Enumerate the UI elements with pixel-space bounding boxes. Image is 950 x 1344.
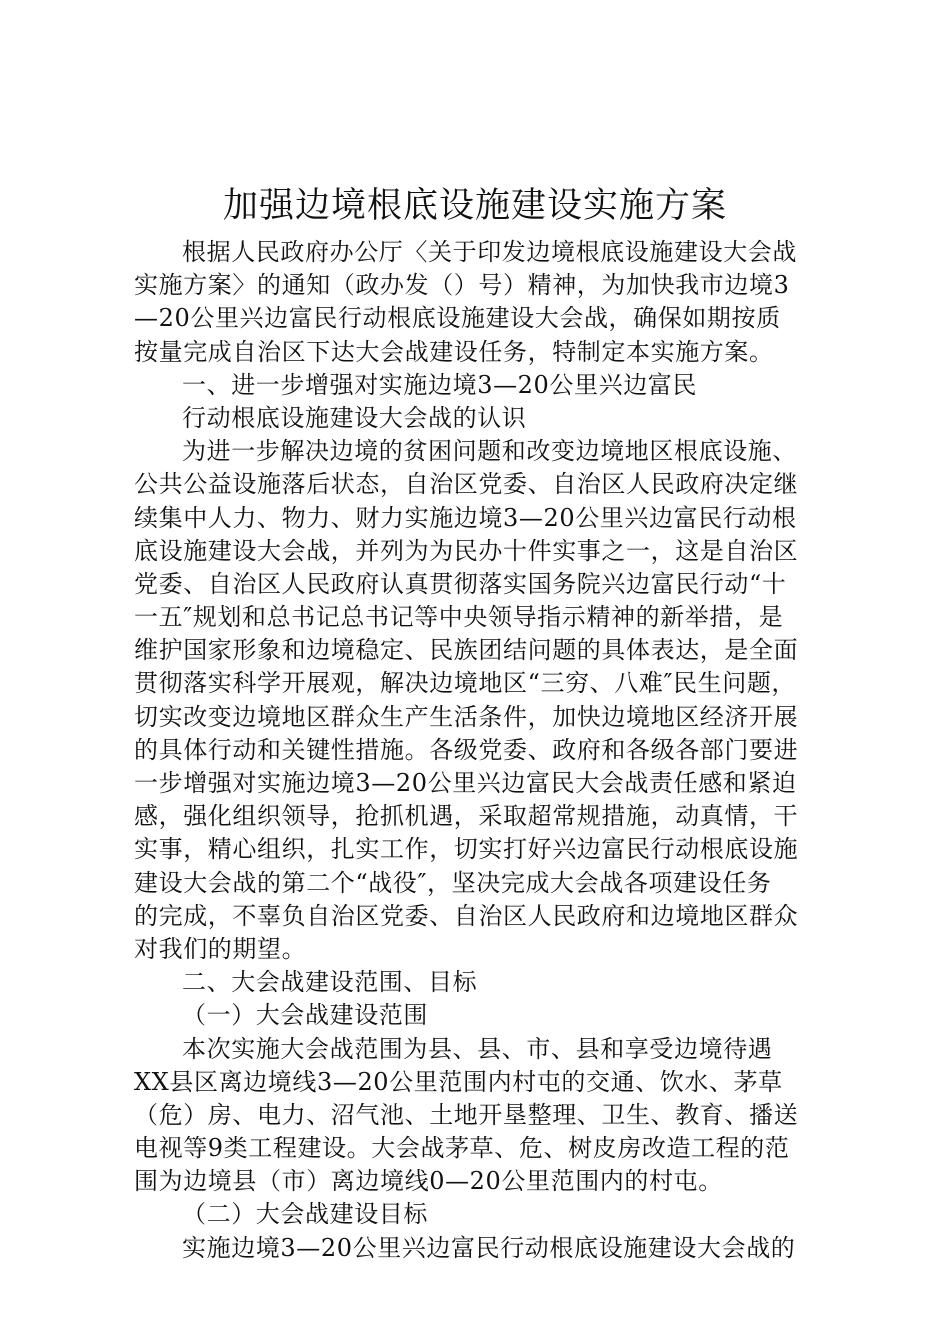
body-line: 电视等9类工程建设。大会战茅草、危、树皮房改造工程的范 (134, 1134, 790, 1163)
body-line: 建设大会战的第二个“战役″，坚决完成大会战各项建设任务 (134, 868, 772, 897)
body-line: 的具体行动和关键性措施。各级党委、政府和各级各部门要进 (134, 735, 799, 764)
body-line: 维护国家形象和边境稳定、民族团结问题的具体表达，是全面 (134, 636, 799, 665)
body-line: 为进一步解决边境的贫困问题和改变边境地区根底设施、 (182, 437, 797, 466)
section-heading: 一、进一步增强对实施边境3—20公里兴边富民 (182, 370, 698, 399)
body-line: （危）房、电力、沼气池、土地开垦整理、卫生、教育、播送 (134, 1100, 799, 1129)
body-line: XX县区离边境线3—20公里范围内村屯的交通、饮水、茅草 (134, 1067, 783, 1096)
section-heading: 行动根底设施建设大会战的认识 (182, 403, 527, 432)
body-line: —20公里兴边富民行动根底设施建设大会战，确保如期按质 (134, 304, 781, 333)
body-line: 党委、自治区人民政府认真贯彻落实国务院兴边富民行动“十 (134, 569, 787, 598)
body-line: 公共公益设施落后状态，自治区党委、自治区人民政府决定继 (134, 470, 799, 499)
body-line: 感，强化组织领导，抢抓机遇，采取超常规措施，动真情，干 (134, 802, 799, 831)
body-line: 本次实施大会战范围为县、县、市、县和享受边境待遇 (182, 1034, 773, 1063)
document-body (134, 236, 834, 1265)
body-line: 根据人民政府办公厅〈关于印发边境根底设施建设大会战 (182, 238, 797, 266)
document-title: 加强边境根底设施建设实施方案 (222, 186, 727, 226)
body-line: 切实改变边境地区群众生产生活条件，加快边境地区经济开展 (134, 702, 799, 731)
body-line: 底设施建设大会战，并列为为民办十件实事之一，这是自治区 (134, 536, 799, 565)
body-line: 续集中人力、物力、财力实施边境3—20公里兴边富民行动根 (134, 503, 797, 532)
body-line: 实事，精心组织，扎实工作，切实打好兴边富民行动根底设施 (134, 835, 799, 864)
body-line: 贯彻落实科学开展观，解决边境地区“三穷、八难″民生问题， (134, 669, 797, 698)
body-line: 一步增强对实施边境3—20公里兴边富民大会战责任感和紧迫 (134, 769, 797, 797)
subsection-heading: （二）大会战建设目标 (182, 1200, 428, 1229)
body-line: 实施边境3—20公里兴边富民行动根底设施建设大会战的 (182, 1233, 796, 1262)
body-line: 实施方案〉的通知（政办发（）号）精神，为加快我市边境3 (134, 271, 790, 300)
body-line: 的完成，不辜负自治区党委、自治区人民政府和边境地区群众 (134, 901, 799, 930)
subsection-heading: （一）大会战建设范围 (182, 1001, 428, 1030)
section-heading: 二、大会战建设范围、目标 (182, 968, 478, 997)
body-line: 一五″规划和总书记总书记等中央领导指示精神的新举措，是 (134, 603, 784, 632)
body-line: 按量完成自治区下达大会战建设任务，特制定本实施方案。 (134, 337, 774, 366)
body-line: 围为边境县（市）离边境线0—20公里范围内的村屯。 (134, 1167, 723, 1196)
body-line: 对我们的期望。 (134, 934, 307, 963)
